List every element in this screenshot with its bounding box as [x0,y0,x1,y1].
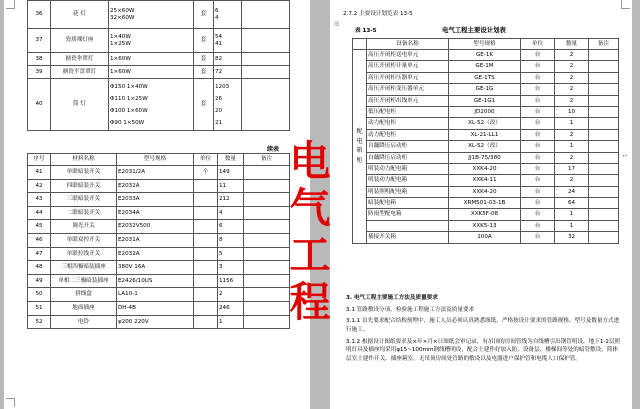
table-row: 37 瓷质裸灯座 1×40W 1×25W 套 54 41 [28,29,290,53]
table-row: 明装动力配电箱 XXK4-20 台 17 [353,163,619,174]
table-row: 48 三相四极暗装插座 380V 16A 3 [28,261,290,275]
table-row: 自藕降压启动柜 JJ1B-75/380 台 2 [353,152,619,163]
table-row: 38 搪瓷伞罩灯 1×60W 套 82 [28,53,290,66]
paragraph: 3.1.2 根据设计图纸要求及×年×月×日图纸会审记录，有吊顶的房间管线为自线槽引出钢管明设，地下1-2层照明灯具及插座均采用φ15~100mm钢线槽明设，配合土建作好加入防、设备层、楼梯间等处的暗管敷设，简体层室土建作开关、插座箱室，无吊顶房间处管路的敷设以及电器进户保护管和电缆人口保护管。 [346,338,621,362]
table-row: 低压配电柜 JD2000 台 10 [353,106,619,117]
table-row: 45 调光开关 E2032V500 6 [28,220,290,234]
table-row: 42 四联暗装开关 E2032A 11 [28,179,290,193]
crop-mark [6,398,15,407]
table-row: 47 单联拉线开关 E2032A 5 [28,247,290,261]
side-label: 配 电 箱 柜 [353,50,367,244]
table-row: 41 单联暗装开关 E2031/2A 个 149 [28,166,290,180]
table-row: 50 拼线盒 LA10-1 2 [28,288,290,302]
construction-method-text [346,294,622,367]
table-row: 配 电 箱 柜 高压开闭柜送电单元 GE-1K 台 2 [353,50,619,61]
table-label: 表 13-5 [355,28,377,34]
right-document-page [330,0,632,409]
table-header-row: 序号 材料名称 型号规格 单位 数量 备注 [28,154,290,166]
table-row: 高压开闭柜计量单元 GE-1M 台 2 [353,61,619,72]
table-row: 动力配电柜 XL-52（改） 台 1 [353,118,619,129]
table-row: 51 地面插座 DH-4B 246 [28,301,290,315]
paragraph: 3.1.1 首先要求配合结构预埋中，施工人员必须认真熟悉图纸，严格按设计要求的管路规格、型号及数量方式进行施工。 [346,318,620,333]
table-row: 防雨型配电箱 XXK5F-08 台 1 [353,209,619,220]
table-row: 49 单相二三极暗装插座 E2426/10US 1156 [28,274,290,288]
table-header-row: 设备名称 型号规格 单位 数量 备注 [353,39,619,50]
table-row: 暗装配电箱 XRM501-03-1B 台 64 [353,198,619,209]
table-title: 电气工程主要设计划表 [442,26,506,34]
table-row: 高压开闭柜出线单元 GE-1G1 台 2 [353,95,619,106]
table-row: 插接开关箱 100A 台 32 [353,232,619,243]
crop-mark [6,0,15,9]
section-heading: 2.7.2 主要设计划览表 13-5 [343,11,413,17]
switch-materials-table [27,153,290,329]
table-row: 动力配电柜 XL-21-LL1 台 2 [353,129,619,140]
table-row: 高压开闭柜压器单元 GE-1TS 台 2 [353,72,619,83]
electrical-equipment-table [352,38,619,244]
table-row: 明装动力配电箱 XXK4-11 台 2 [353,175,619,186]
left-document-page [4,0,310,409]
table-row: 52 电铃 φ200 220V 1 [28,315,290,329]
paragraph-mark-icon: ↵ [622,152,628,160]
crop-mark [621,0,630,9]
table-row: 自藕降压启动柜 XL-52（改） 台 1 [353,141,619,152]
table-row: 36 花 灯 25×60W 32×60W 套 6 4 [28,1,290,29]
table-row: 高压开闭柜变压器单元 GE-1G 台 2 [353,84,619,95]
table-row: 46 单联双控开关 E2031A 8 [28,233,290,247]
table-row: 44 二联暗装开关 E2034A 4 [28,206,290,220]
paragraph: 3. 电气工程主要施工方法及质量要求 [346,295,438,301]
continued-label: 续表 [267,146,280,153]
lamp-materials-table [27,0,290,131]
table-row: XXK5-13 台 1 [353,220,619,231]
big-title: 电气工程 [289,137,331,326]
move-handle-icon[interactable]: ⊞ [334,20,340,28]
table-row: 39 搪瓷平盘罩灯 1×60W 套 72 [28,66,290,79]
table-row: 43 三联暗装开关 E2033A 212 [28,193,290,207]
table-row: 明装照明配电箱 XXK4-20 台 24 [353,186,619,197]
paragraph: 3.1 管路敷设分项、检验施工程施工方法及质量要求 [346,306,475,313]
table-row: 40 筒 灯 Φ150 1×40W Φ110 1×25W Φ100 1×60W Φ90 1×50W 套 1203 26 20 21 [28,79,290,131]
